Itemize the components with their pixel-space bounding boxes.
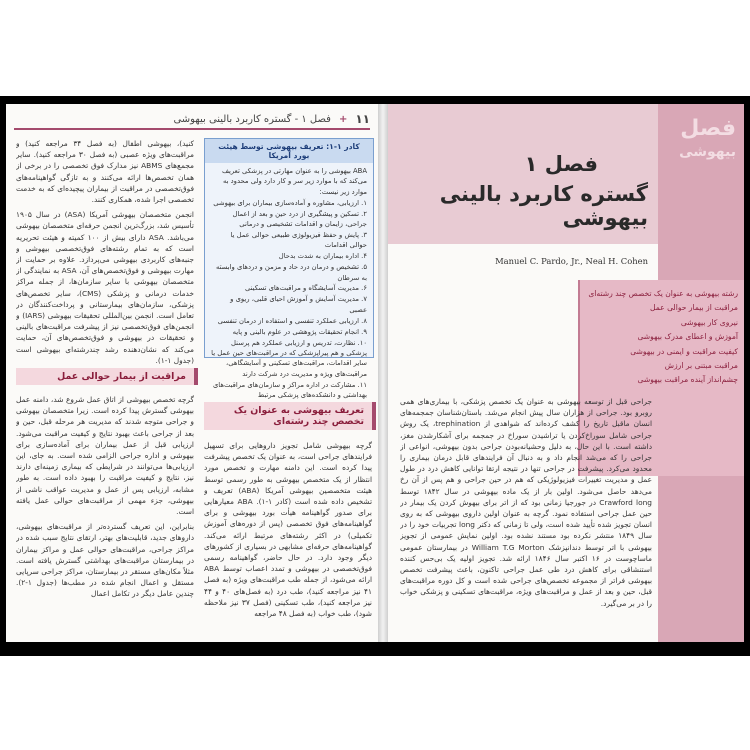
box-body bbox=[205, 163, 373, 404]
box-item: ۹. انجام تحقیقات پژوهشی در علوم بالینی و پایه bbox=[232, 327, 367, 336]
running-header bbox=[14, 110, 370, 130]
paragraph: انجمن متخصصان بیهوشی آمریکا (ASA) در سال ۱۹۰۵ تأسیس شد، بزرگ‌ترین انجمن حرفه‌ای متخصصان بیهوشی می‌باشد. ASA دارای بیش از ۱۰۰ کمیته و هیئت تحریریه است که به تمام رشته‌های فوق‌تخصصی بیهوشی و جنبه‌های کاربردی بیهوشی می‌پردازد. علاوه بر حمایت از مهارت بیهوشی و فوق‌تخصص‌های آن، ASA به نمایندگی از متخصصان بیهوشی با سایر سازمان‌ها، از جمله مراکز خدمات درمانی و پزشکی (CMS)، سایر تخصص‌های پزشکی، سازمان‌های بیمارستانی و پرداخت‌کنندگان در تعامل است. انجمن بین‌المللی تحقیقات بیهوشی (IARS) و انجمن‌های فوق‌تخصصی نیز از پیشرفت مراقبت‌های بالینی و تحقیقات در بیهوشی و فوق‌تخصص‌های آن، حمایت می‌کند که نشان‌دهنده رشد چندرشته‌ای بیهوشی است (جدول ۱-۱). bbox=[16, 210, 194, 365]
outline-item: آموزش و اعطای مدرک بیهوشی bbox=[637, 332, 738, 342]
chapter-title: گستره کاربرد بالینی بیهوشی bbox=[439, 182, 648, 230]
box-item: ۸. ارزیابی عملکرد تنفسی و استفاده از درمان تنفسی bbox=[217, 316, 367, 325]
chapter-authors: Manuel C. Pardo, Jr., Neal H. Cohen bbox=[495, 256, 648, 266]
outline-item: رشته بیهوشی به عنوان یک تخصص چند رشته‌ای bbox=[588, 289, 738, 298]
paragraph: جراحی قبل از توسعه بیهوشی به عنوان یک تخصص پزشکی، با بیماری‌های همی روبرو بود. جراحی از هزاران سال پیش انجام می‌شد. باستان‌شناسان جمجمه‌های انسان ماقبل تاریخ را کشف کرده‌اند که شواهدی از trephination، یک روش جراحی شامل سوراخ‌کردن یا تراشیدن سوراخ در جمجمه برای آشکارشدن مغز، داشته است. با این حال، به دلیل وحشیانه‌بودن جراحی بدون بیهوشی، انواعی از جراحی را که می‌شد انجام داد و به دنبال آن فرایندهای قابل درمان بیماری را محدود می‌کرد. پیشرفت در جراحی تنها در نتیجه ارتقا توانایی کاهش درد در طول عمل و مدیریت تغییرات فیزیولوژیکی که هم در حین جراحی و هم پس از آن رخ می‌دهد حاصل می‌شود. اولین بار از یک ماده بیهوشی در سال ۱۸۴۲ توسط Crawford long در جورجیا زمانی بود که از اتر برای بیهوش کردن یک بیمار در حین عمل جراحی استفاده نمود. گرچه به عنوان اولین داروی بیهوشی که به روی انسان تجویز شده تأیید شده است، ولی تا زمانی که دکتر long تجربیات خود را در سال ۱۸۴۹ منتشر نکرده بود مستند نشده بود. اولین نمایش عمومی از تجویز بیهوشی با اتر توسط دندانپزشک William T.G Morton در بیمارستان عمومی ماساچوست در ۱۶ اکتبر سال ۱۸۴۶ ارائه شد. تجویز اولیه یک بی‌حس کننده استنشاقی برای کاهش درد طی عمل جراحی تاکنون، باعث پیشرفت تخصص بیهوشی فراتر از مجموعه تخصص‌های جراحی شده است و کل دوره مراقبت‌های قبل، حین و بعد از عمل و مراقبت‌های ویژه، مراقبت‌های تسکینی و پزشکی خواب را در بر می‌گیرد. bbox=[400, 397, 652, 608]
left-column-text-2 bbox=[16, 394, 194, 638]
paragraph: گرچه بیهوشی شامل تجویز داروهایی برای تسهیل فرایندهای جراحی است، به عنوان یک تخصص پیشرفت پیدا کرده است. این دامنه مهارت و تخصص مورد انتظار از یک متخصص بیهوشی به طور رسمی توسط هیئت متخصصین بیهوشی آمریکا (ABA) تعریف و تشخیص داده شده است (کادر ۱-۱). ABA معیارهایی برای صدور گواهینامه هیأت بورد بیهوشی و برای گواهینامه‌های فوق تخصصی (پس از دوره‌های آموزش تکمیلی) در اکثر رشته‌های مرتبط ارائه می‌کند. گواهینامه‌های حرفه‌ای مشابهی در بسیاری از کشورهای دیگر وجود دارد. در حال حاضر، گواهینامه رسمی فوق‌تخصصی در بیهوشی و تمدد اعصاب توسط ABA ارائه می‌شود، از جمله طب مراقبت‌های ویژه (به فصل ۴۱ نیز مراجعه کنید)، طب درد (به فصل‌های ۴۰ و ۴۴ نیز مراجعه کنید)، طب تسکینی (فصل ۳۷ نیز ملاحظه شود)، طب خواب (به فصل ۴۸ مراجعه bbox=[204, 441, 372, 619]
box-title: کادر ۱-۱: تعریف بیهوشی توسط هیئت بورد آمریکا bbox=[205, 139, 373, 163]
ghost-text: فصل bbox=[680, 116, 736, 141]
paragraph: گرچه تخصص بیهوشی از اتاق عمل شروع شد، دامنه عمل بیهوشی گسترش پیدا کرده است. زیرا متخصصان بیهوشی و جراحی متوجه شدند که مدیریت هر مرحله قبل، حین و بعد از جراحی باعث بهبود نتایج و کیفیت مراقبت می‌شود. ارزیابی قبل از عمل بیماران برای آماده‌سازی برای بیهوشی و اداره جراحی الزامی شده است. به جای، این ارزیابی‌ها می‌توانند در شرایطی که بیماری زمینه‌ای دارند نیز، نتایج و کیفیت مراقبت را بهبود داده است. به طور مشابه، ارزیابی پس از عمل و مدیریت عواقب ناشی از بیهوشی، جزء مهمی از مراقبت‌های حوالی عمل یافته است. bbox=[16, 395, 194, 517]
box-item: ۳. پایش و حفظ فیزیولوژی طبیعی حوالی عمل یا حوالی اقدامات bbox=[230, 230, 367, 250]
box-item: ۱۱. مشارکت در اداره مراکز و سازمان‌های مراقبت‌های بهداشتی و دانشکده‌های پزشکی مرتبط bbox=[212, 380, 367, 400]
box-item: ۱۰. نظارت، تدریس و ارزیابی عملکرد هم پرسنل پزشکی و هم پیراپزشکی که در مراقبت‌های حین عمل یا سایر اقدامات، مراقبت‌های تسکینی و آسایشگاهی، مراقبت‌های ویژه و مدیریت درد شرکت دارند bbox=[211, 338, 367, 378]
right-page bbox=[388, 104, 744, 642]
box-item: ۶. مدیریت آسایشگاه و مراقبت‌های تسکینی bbox=[244, 284, 367, 293]
book-gutter bbox=[378, 104, 388, 642]
outline-item: کیفیت مراقبت و ایمنی در بیهوشی bbox=[630, 346, 738, 356]
page-number: ۱۱ bbox=[355, 112, 370, 126]
chapter-body-text bbox=[400, 396, 652, 636]
box-item: ۷. مدیریت آسایش و آموزش احیای قلبی، ریوی و عصبی bbox=[230, 295, 367, 314]
chapter-label: فصل ۱ bbox=[524, 152, 598, 176]
box-item: ۴. اداره بیماران به شدت بدحال bbox=[278, 252, 367, 261]
definition-box bbox=[204, 138, 374, 400]
outline-item: چشم‌انداز آینده مراقبت بیهوشی bbox=[637, 375, 738, 385]
header-title: فصل ۱ - گستره کاربرد بالینی بیهوشی bbox=[173, 113, 331, 125]
paragraph: بنابراین، این تعریف گسترده‌تر از مراقبت‌های بیهوشی، داروهای جدید، قابلیت‌های بهتر، ارتقای نتایج سبب شده در مراکز جراحی، مراقبت‌های حوالی عمل و مراکز بیماران در بیمارستان مراقبت‌های بهداشتی گسترش یافته است. مثلاً مکان‌های مستقر در بیمارستان، مراکز جراحی سرپایی مستقل و اعمال انجام شده در مطب‌ها (جدول ۱-۲). چندین عامل دیگر در تکامل اعمال bbox=[16, 522, 194, 599]
header-separator: + bbox=[338, 113, 348, 125]
left-column-text bbox=[16, 138, 194, 400]
ghost-text: بیهوشی bbox=[679, 144, 736, 160]
box-item: ۱. ارزیابی، مشاوره و آماده‌سازی بیماران برای بیهوشی bbox=[213, 198, 367, 207]
outline-item: مراقبت مبتنی بر ارزش bbox=[664, 361, 738, 371]
section-heading-multidisciplinary: تعریف بیهوشی به عنوان یک تخصص چند رشته‌ای bbox=[204, 402, 376, 430]
section-heading-perioperative: مراقبت از بیمار حوالی عمل bbox=[16, 368, 198, 385]
box-item: ۲. تسکین و پیشگیری از درد حین و بعد از اعمال جراحی، زایمان و اقدامات تشخیصی و درمانی bbox=[232, 209, 367, 229]
paragraph: کنید)، بیهوشی اطفال (به فصل ۳۴ مراجعه کنید) و مراقبت‌های ویژه عصبی (به فصل ۳۰ مراجعه کنید). سایر مجمع‌های ABMS نیز مدارک فوق تخصصی را در برخی از همان تخصص‌ها ارائه می‌کنند و به تازگی گواهینامه‌های فوق‌تخصصی در مراقبت از بیماران پیچیده‌ای که به خدمت تخصصی اجرا شده، همکاری کنند. bbox=[16, 139, 194, 205]
outline-item: نیروی کار بیهوشی bbox=[680, 317, 738, 327]
right-column-text bbox=[204, 440, 372, 640]
box-item: ۵. تشخیص و درمان درد حاد و مزمن و دردهای وابسته به سرطان bbox=[216, 263, 367, 282]
outline-item: مراقبت از بیمار حوالی عمل bbox=[650, 303, 738, 313]
box-intro: ABA بیهوشی را به عنوان مهارتی در پزشکی تعریف می‌کند که با موارد زیر سر و کار دارد ولی محدود به موارد زیر نیست: bbox=[221, 167, 367, 196]
left-page bbox=[6, 104, 378, 642]
